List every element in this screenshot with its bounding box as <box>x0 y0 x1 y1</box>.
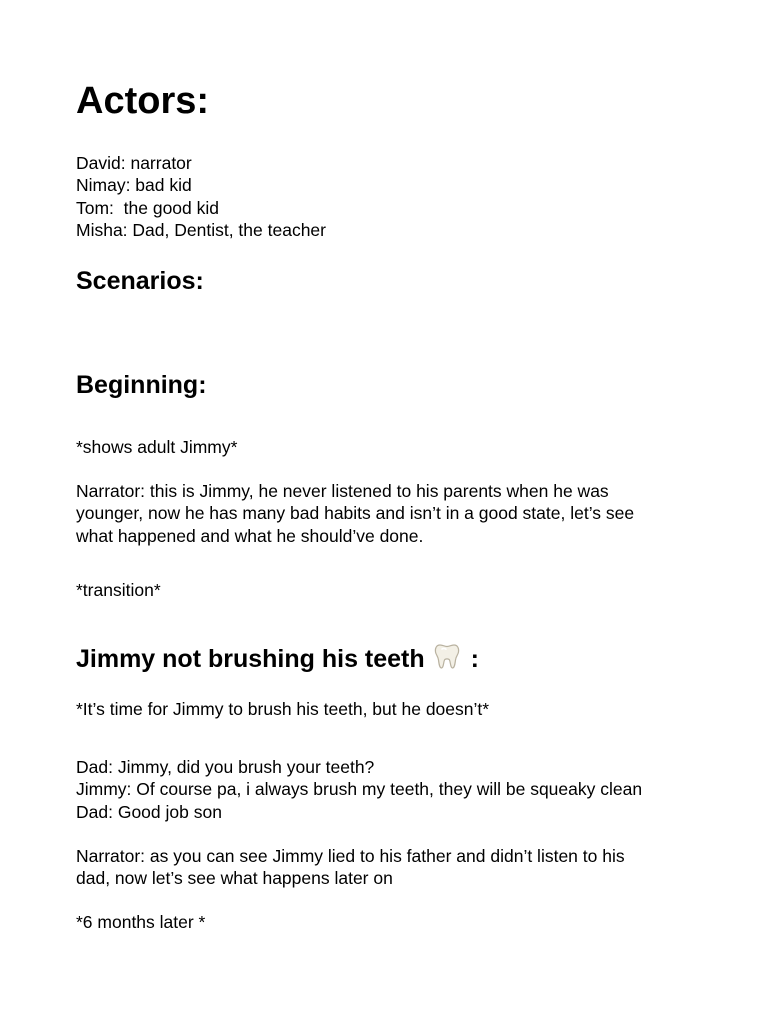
teeth-narration <box>76 845 696 890</box>
dialogue-line: Dad: Jimmy, did you brush your teeth? <box>76 757 375 777</box>
beginning-transition: *transition* <box>76 580 161 600</box>
actors-list <box>76 152 696 241</box>
scenarios-heading: Scenarios: <box>76 267 204 295</box>
teeth-stage-direction: *It’s time for Jimmy to brush his teeth, but he doesn’t* <box>76 699 490 719</box>
dialogue-line: Jimmy: Of course pa, i always brush my teeth, they will be squeaky clean <box>76 779 643 800</box>
actor-line: Misha: Dad, Dentist, the teacher <box>76 219 326 240</box>
narration-line: Narrator: this is Jimmy, he never listened to his parents when he was <box>76 481 609 501</box>
actor-line: Tom: the good kid <box>76 197 219 218</box>
tooth-icon <box>432 641 462 671</box>
beginning-stage-direction: *shows adult Jimmy* <box>76 437 238 457</box>
actor-line: Nimay: bad kid <box>76 175 192 196</box>
teeth-time-skip: *6 months later * <box>76 912 206 932</box>
teeth-dialogue <box>76 756 696 823</box>
document-page <box>76 0 696 1024</box>
beginning-narration <box>76 480 696 547</box>
narration-line: what happened and what he should’ve done. <box>76 525 424 546</box>
teeth-scene-heading-text: Jimmy not brushing his teeth <box>76 645 425 673</box>
narration-line: younger, now he has many bad habits and isn’t in a good state, let’s see <box>76 503 635 524</box>
teeth-scene-heading-suffix: : <box>470 645 479 673</box>
narration-line: dad, now let’s see what happens later on <box>76 868 393 889</box>
beginning-heading: Beginning: <box>76 371 207 399</box>
actors-heading: Actors: <box>76 80 210 122</box>
narration-line: Narrator: as you can see Jimmy lied to his father and didn’t listen to his <box>76 846 625 866</box>
actor-line: David: narrator <box>76 153 192 173</box>
teeth-scene-heading <box>76 641 479 674</box>
dialogue-line: Dad: Good job son <box>76 801 222 822</box>
